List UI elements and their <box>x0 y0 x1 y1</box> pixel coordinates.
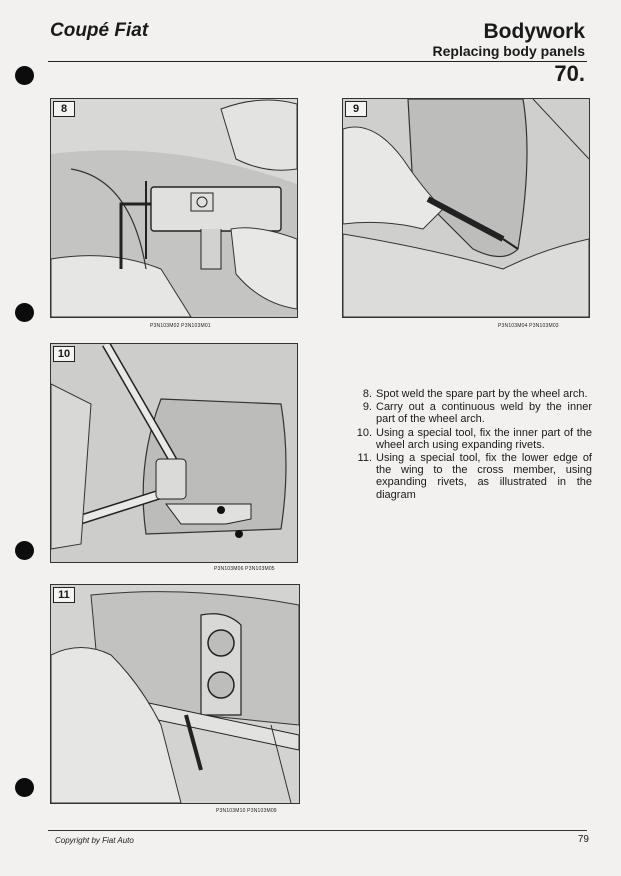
figure-10-illustration <box>51 344 297 562</box>
instruction-item <box>356 427 592 451</box>
figure-9 <box>342 98 590 318</box>
copyright-text: Copyright by Fiat Auto <box>55 836 134 845</box>
instruction-number: 9. <box>362 401 372 414</box>
instruction-item <box>356 388 592 400</box>
figure-8-illustration <box>51 99 297 317</box>
instruction-number: 8. <box>362 388 372 400</box>
figure-11 <box>50 584 300 804</box>
figure-label: 10 <box>53 346 75 362</box>
instruction-text: Spot weld the spare part by the wheel arch. <box>376 388 588 400</box>
figure-code: P3N103M10 P3N103M09 <box>216 808 277 814</box>
instruction-item <box>356 401 592 425</box>
figure-11-illustration <box>51 585 299 803</box>
page-number: 79 <box>577 834 589 845</box>
instruction-text: Using a special tool, fix the lower edge of the wing to the cross member, using expanding rivets, as illustrated in the diagram <box>376 452 592 501</box>
figure-9-illustration <box>343 99 589 317</box>
instruction-number: 11. <box>357 452 372 465</box>
figure-label: 11 <box>53 587 75 603</box>
binder-hole <box>15 303 34 322</box>
figure-label: 8 <box>53 101 75 117</box>
instruction-list <box>356 388 592 502</box>
figure-code: P3N103M06 P3N103M05 <box>214 566 275 572</box>
header-rule <box>48 61 587 62</box>
binder-hole <box>15 778 34 797</box>
instruction-text: Carry out a continuous weld by the inner part of the wheel arch. <box>376 401 592 426</box>
footer-rule <box>48 830 587 831</box>
binder-hole <box>15 541 34 560</box>
figure-10 <box>50 343 298 563</box>
figure-code: P3N103M04 P3N103M03 <box>498 323 559 329</box>
figure-code: P3N103M02 P3N103M01 <box>150 323 211 329</box>
binder-hole <box>15 66 34 85</box>
brand-title: Coupé Fiat <box>50 20 149 41</box>
instruction-item <box>356 452 592 501</box>
instruction-number: 10. <box>356 426 372 439</box>
manual-page-number: 70. <box>554 61 585 86</box>
subsection-title: Replacing body panels <box>432 43 585 59</box>
section-title: Bodywork <box>483 20 585 43</box>
instruction-text: Using a special tool, fix the inner part of the wheel arch using expanding rivets. <box>376 426 592 451</box>
figure-8 <box>50 98 298 318</box>
figure-label: 9 <box>345 101 367 117</box>
